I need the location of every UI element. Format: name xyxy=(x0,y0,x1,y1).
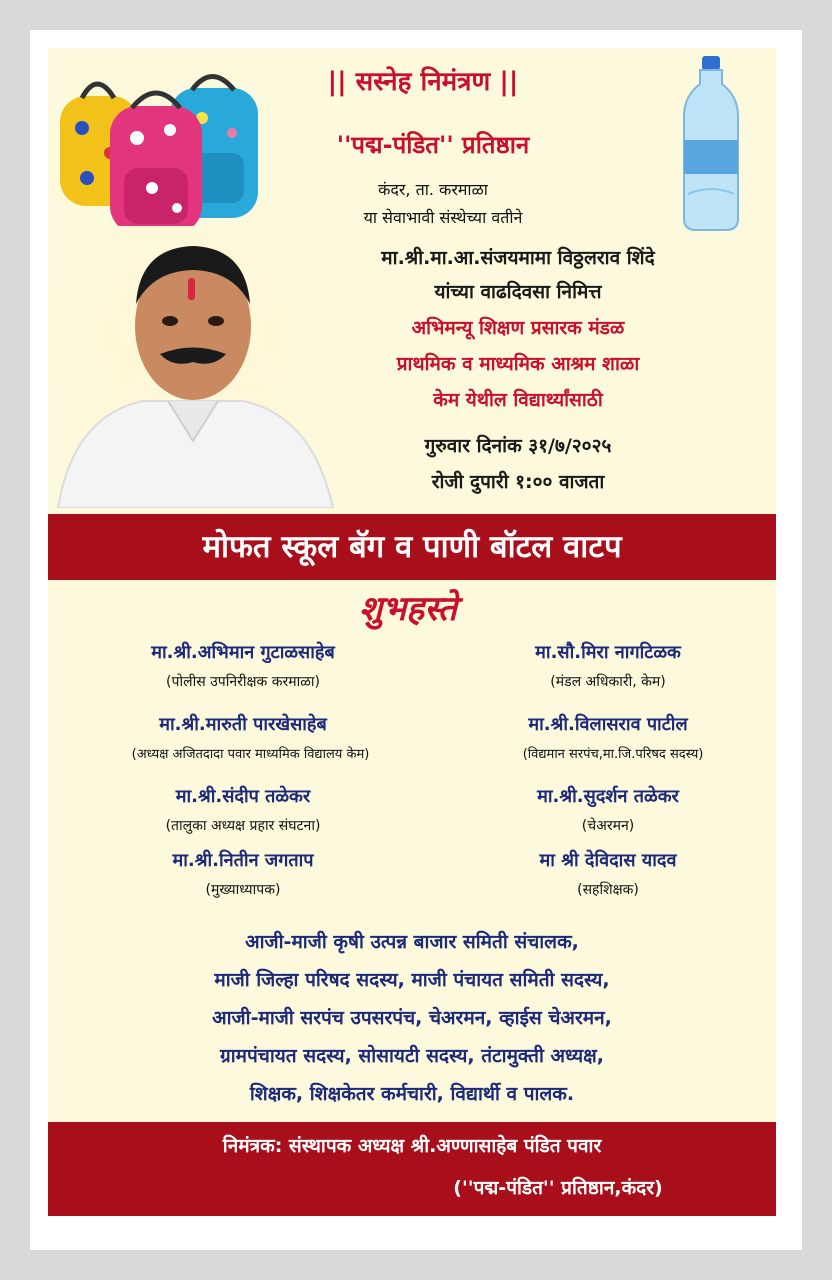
footer-banner xyxy=(48,1122,776,1216)
school-name: प्राथमिक व माध्यमिक आश्रम शाळा xyxy=(396,353,640,375)
shubhaste-heading: शुभहस्ते xyxy=(359,589,457,629)
birthday-line: यांच्या वाढदिवसा निमित्त xyxy=(434,281,602,303)
tagline: या सेवाभावी संस्थेच्या वतीने xyxy=(363,208,523,227)
guest-role: (अध्यक्ष अजितदादा पवार माध्यमिक विद्यालय केम) xyxy=(131,747,370,762)
event-time: रोजी दुपारी १:०० वाजता xyxy=(431,471,605,493)
guest-role: (मंडल अधिकारी, केम) xyxy=(550,674,666,690)
invitee-line: शिक्षक, शिक्षकेतर कर्मचारी, विद्यार्थी व पालक. xyxy=(249,1083,575,1105)
guest-name: मा.श्री.नितीन जगताप xyxy=(172,850,314,871)
guest-role: (मुख्याध्यापक) xyxy=(205,882,281,898)
event-banner: मोफत स्कूल बॅग व पाणी बॉटल वाटप xyxy=(48,514,776,580)
invitee-line: आजी-माजी सरपंच उपसरपंच, चेअरमन, व्हाईस चेअरमन, xyxy=(212,1007,612,1029)
students-line: केम येथील विद्यार्थ्यांसाठी xyxy=(433,389,603,411)
guest-role: (पोलीस उपनिरीक्षक करमाळा) xyxy=(166,674,320,690)
guest-name: मा.श्री.मारुती पारखेसाहेब xyxy=(159,714,327,735)
inviter-line: निमंत्रक: संस्थापक अध्यक्ष श्री.अण्णासाहेब पंडित पवार xyxy=(222,1135,602,1157)
inviter-org: (''पद्म-पंडित'' प्रतिष्ठान,कंदर) xyxy=(453,1177,663,1199)
school-bags-illustration xyxy=(52,58,267,238)
water-bottle-illustration xyxy=(676,54,746,234)
guest-role: (विद्यमान सरपंच,मा.जि.परिषद सदस्य) xyxy=(522,747,704,762)
guest-name: मा श्री देविदास यादव xyxy=(539,850,677,871)
invitation-poster xyxy=(48,48,776,1216)
organization-name: ''पद्म-पंडित'' प्रतिष्ठान xyxy=(336,131,530,159)
guest-role: (सहशिक्षक) xyxy=(577,882,639,898)
guest-name: मा.श्री.अभिमान गुटाळसाहेब xyxy=(151,642,335,663)
poster-title: || सस्नेह निमंत्रण || xyxy=(327,67,519,97)
invitee-line: ग्रामपंचायत सदस्य, सोसायटी सदस्य, तंटामुक्ती अध्यक्ष, xyxy=(219,1045,605,1067)
guest-name: मा.सौ.मिरा नागटिळक xyxy=(535,642,681,663)
chief-guest-name: मा.श्री.मा.आ.संजयमामा विठ्ठलराव शिंदे xyxy=(381,247,655,269)
guest-name: मा.श्री.सुदर्शन तळेकर xyxy=(537,786,679,807)
place-line: कंदर, ता. करमाळा xyxy=(378,180,488,199)
guest-name: मा.श्री.विलासराव पाटील xyxy=(528,714,688,735)
guest-name: मा.श्री.संदीप तळेकर xyxy=(175,786,311,807)
trust-name: अभिमन्यू शिक्षण प्रसारक मंडळ xyxy=(411,317,625,339)
guest-role: (तालुका अध्यक्ष प्रहार संघटना) xyxy=(165,818,321,834)
guest-role: (चेअरमन) xyxy=(581,818,635,834)
invitee-line: आजी-माजी कृषी उत्पन्न बाजार समिती संचालक, xyxy=(245,931,579,953)
event-date: गुरुवार दिनांक ३१/७/२०२५ xyxy=(424,435,612,457)
invitee-line: माजी जिल्हा परिषद सदस्य, माजी पंचायत समिती सदस्य, xyxy=(214,969,610,991)
